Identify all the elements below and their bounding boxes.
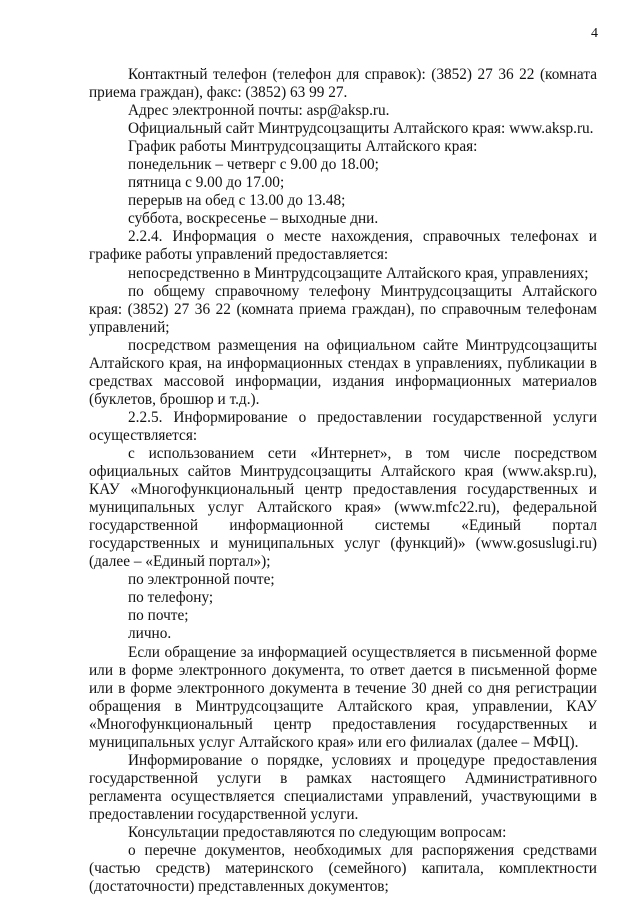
paragraph-consultations-heading: Консультации предоставляются по следующим вопросам: bbox=[128, 823, 507, 841]
paragraph-documents-list: о перечне документов, необходимых для распоряжения средствами (частью средств) материнского (семейного) капитала, комплектности (достаточности) представленных документов; bbox=[89, 842, 597, 896]
paragraph-by-mail: по почте; bbox=[128, 607, 189, 625]
paragraph-by-email: по электронной почте; bbox=[128, 571, 275, 589]
page-number: 4 bbox=[591, 26, 598, 41]
paragraph-written-request: Если обращение за информацией осуществляется в письменной форме или в форме электронного документа, то ответ дается в письменной форме или в форме электронного документа в течение 30 дней со дня регистрации обращения в Минтрудсоцзащите Алтайского края, управлении, КАУ «Многофункциональный центр предоставления государственных и муниципальных услуг Алтайского края» или его филиалах (далее – МФЦ). bbox=[89, 643, 597, 751]
paragraph-by-telephone: по телефону; bbox=[128, 589, 214, 607]
paragraph-informing-procedure: Информирование о порядке, условиях и процедуре предоставления государственной услуги в рамках настоящего Административного регламента осуществляется специалистами управлений, участвующими в предоставлении государственной услуги. bbox=[89, 751, 597, 823]
paragraph-website: Официальный сайт Минтрудсоцзащиты Алтайского края: www.aksp.ru. bbox=[128, 120, 594, 138]
paragraph-by-website: посредством размещения на официальном сайте Минтрудсоцзащиты Алтайского края, на информационных стендах в управлениях, публикации в средствах массовой информации, издания информационных материалов (буклетов, брошюр и т.д.). bbox=[89, 336, 597, 408]
paragraph-schedule-mon-thu: понедельник – четверг с 9.00 до 18.00; bbox=[128, 156, 379, 174]
paragraph-schedule-fri: пятница с 9.00 до 17.00; bbox=[128, 174, 285, 192]
paragraph-by-phone: по общему справочному телефону Минтрудсоцзащиты Алтайского края: (3852) 27 36 22 (комната приема граждан), по справочным телефонам управлений; bbox=[89, 282, 597, 336]
paragraph-schedule-heading: График работы Минтрудсоцзащиты Алтайского края: bbox=[128, 138, 478, 156]
paragraph-in-person: непосредственно в Минтрудсоцзащите Алтайского края, управлениях; bbox=[128, 264, 589, 282]
paragraph-2-2-4: 2.2.4. Информация о месте нахождения, справочных телефонах и графике работы управлений предоставляется: bbox=[89, 228, 597, 264]
paragraph-internet: с использованием сети «Интернет», в том числе посредством официальных сайтов Минтрудсоцзащиты Алтайского края (www.aksp.ru), КАУ «Многофункциональный центр предоставления государственных и муниципальных услуг Алтайского края» (www.mfc22.ru), федеральной государственной информационной системы «Единый портал государственных и муниципальных услуг (функций)» (www.gosuslugi.ru) (далее – «Единый портал»); bbox=[89, 444, 597, 571]
paragraph-schedule-weekend: суббота, воскресенье – выходные дни. bbox=[128, 210, 379, 228]
paragraph-2-2-5: 2.2.5. Информирование о предоставлении государственной услуги осуществляется: bbox=[89, 408, 597, 444]
paragraph-email: Адрес электронной почты: asp@aksp.ru. bbox=[128, 102, 390, 120]
paragraph-in-person-2: лично. bbox=[128, 625, 172, 643]
paragraph-schedule-lunch: перерыв на обед с 13.00 до 13.48; bbox=[128, 192, 346, 210]
document-body bbox=[89, 66, 597, 896]
paragraph-contact-phone: Контактный телефон (телефон для справок): (3852) 27 36 22 (комната приема граждан), факс: (3852) 63 99 27. bbox=[89, 66, 597, 102]
